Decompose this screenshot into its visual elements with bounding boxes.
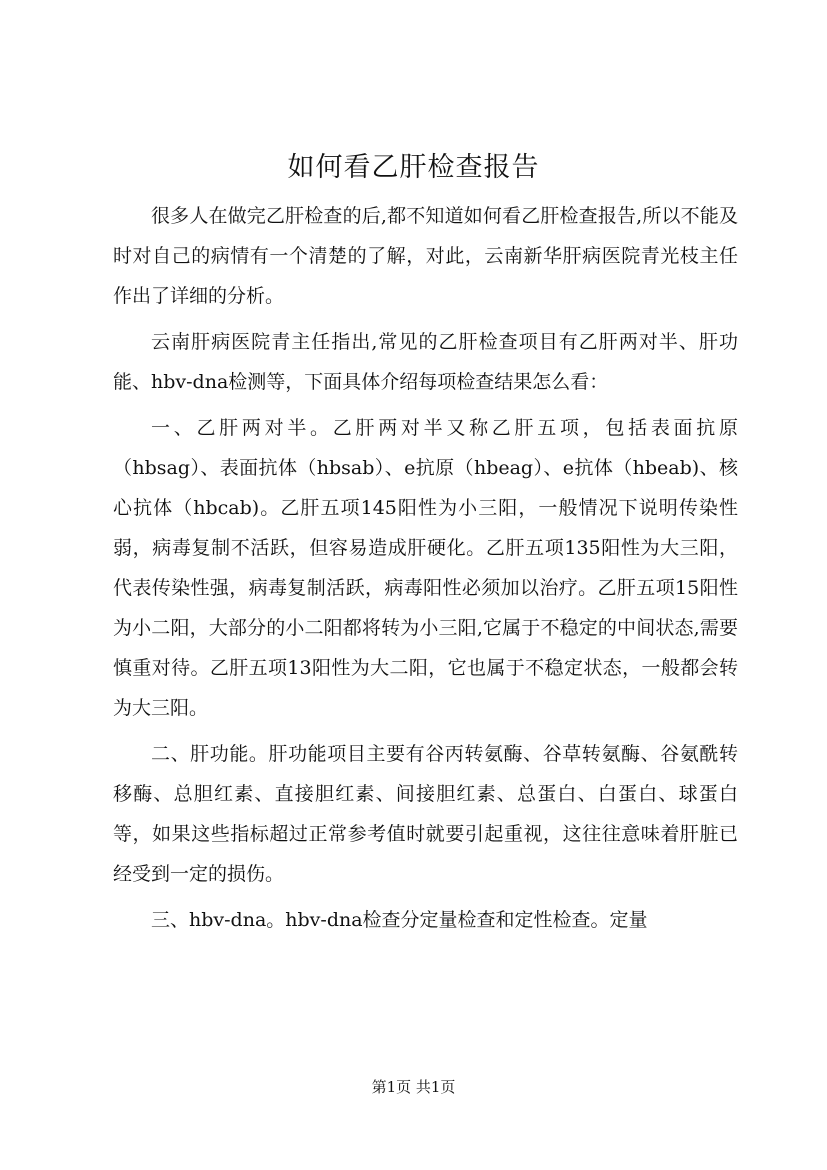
- paragraph-hbv-five-items: 一、乙肝两对半。乙肝两对半又称乙肝五项，包括表面抗原（hbsag）、表面抗体（hbsab）、e抗原（hbeag）、e抗体（hbeab)、核心抗体（hbcab)。乙肝五项145阳性为小三阳，一般情况下说明传染性弱，病毒复制不活跃，但容易造成肝硬化。乙肝五项135阳性为大三阳，代表传染性强，病毒复制活跃，病毒阳性必须加以治疗。乙肝五项15阳性为小二阳，大部分的小二阳都将转为小三阳,它属于不稳定的中间状态,需要慎重对待。乙肝五项13阳性为大二阳，它也属于不稳定状态，一般都会转为大三阳。: [113, 417, 738, 719]
- paragraph-overview: 云南肝病医院青主任指出,常见的乙肝检查项目有乙肝两对半、肝功能、hbv-dna检测等，下面具体介绍每项检查结果怎么看：: [113, 331, 738, 393]
- paragraph-liver-function: 二、肝功能。肝功能项目主要有谷丙转氨酶、谷草转氨酶、谷氨酰转移酶、总胆红素、直接胆红素、间接胆红素、总蛋白、白蛋白、球蛋白等，如果这些指标超过正常参考值时就要引起重视，这往往意味着肝脏已经受到一定的损伤。: [113, 743, 738, 885]
- document-body: [113, 196, 738, 946]
- paragraph-intro: 很多人在做完乙肝检查的后,都不知道如何看乙肝检查报告,所以不能及时对自己的病情有一个清楚的了解，对此，云南新华肝病医院青光枝主任作出了详细的分析。: [113, 205, 738, 307]
- document-title: 如何看乙肝检查报告: [287, 152, 540, 183]
- page-footer: 第1页 共1页: [371, 1078, 456, 1096]
- paragraph-hbv-dna: 三、hbv-dna。hbv-dna检查分定量检查和定性检查。定量: [151, 909, 648, 931]
